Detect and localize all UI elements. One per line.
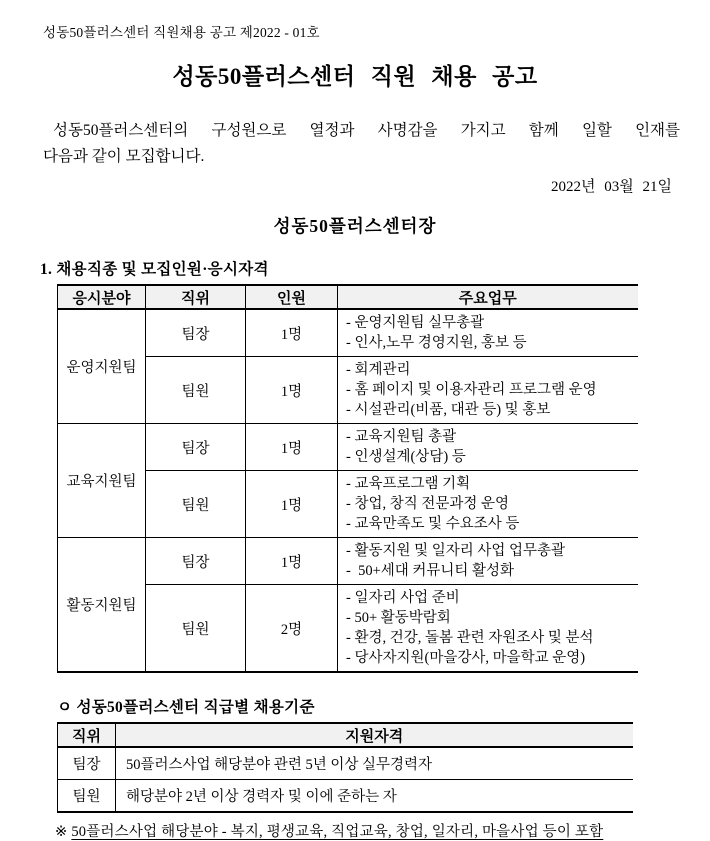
footnote-marker: ※ <box>55 824 68 840</box>
duty-line: - 인생설계(상담) 등 <box>346 449 466 465</box>
duty-line: - 활동지원 및 일자리 사업 업무총괄 <box>346 543 566 559</box>
section-2-heading: ㅇ 성동50플러스센터 직급별 채용기준 <box>57 699 315 716</box>
table-header-row <box>58 285 638 309</box>
qualification-cell: 50플러스사업 해당분야 관련 5년 이상 실무경력자 <box>116 747 633 780</box>
position-cell: 팀원 <box>146 471 246 538</box>
field-cell: 운영지원팀 <box>58 309 146 424</box>
duty-line: - 50+ 활동박람회 <box>346 610 451 626</box>
doc-number: 성동50플러스센터 직원채용 공고 제2022 - 01호 <box>43 25 320 40</box>
field-cell: 활동지원팀 <box>58 538 146 673</box>
duty-line: - 교육프로그램 기획 <box>346 476 471 492</box>
position-cell: 팀장 <box>146 538 246 585</box>
duty-line: - 회계관리 <box>346 362 411 378</box>
table-row <box>58 538 638 585</box>
table-row <box>58 424 638 471</box>
table-row <box>58 747 633 780</box>
duty-line: - 창업, 창직 전문과정 운영 <box>346 496 510 512</box>
table-row <box>58 309 638 357</box>
section-1-heading: 1. 채용직종 및 모집인원·응시자격 <box>40 261 269 278</box>
count-cell: 1명 <box>246 538 338 585</box>
duty-line: - 당사자지원(마을강사, 마을학교 운영) <box>346 650 586 666</box>
duty-line: - 교육만족도 및 수요조사 등 <box>346 516 520 532</box>
duty-line: - 일자리 사업 준비 <box>346 590 460 606</box>
count-cell: 2명 <box>246 585 338 673</box>
signature-line: 성동50플러스센터장 <box>273 216 437 236</box>
column-header-field: 응시분야 <box>58 285 146 309</box>
page-title: 성동50플러스센터 직원 채용 공고 <box>172 64 538 89</box>
table-row <box>58 780 633 813</box>
duties-cell <box>338 424 638 471</box>
column-header-position: 직위 <box>58 723 116 747</box>
intro-paragraph <box>43 118 680 170</box>
count-cell: 1명 <box>246 357 338 424</box>
intro-line-1: 성동50플러스센터의 구성원으로 열정과 사명감을 가지고 함께 일할 인재를 <box>53 122 680 139</box>
duties-cell <box>338 357 638 424</box>
column-header-duties: 주요업무 <box>338 285 638 309</box>
qualification-cell: 해당분야 2년 이상 경력자 및 이에 준하는 자 <box>116 780 633 813</box>
duty-line: - 교육지원팀 총괄 <box>346 429 457 445</box>
duty-line: - 인사,노무 경영지원, 홍보 등 <box>346 335 527 351</box>
duties-cell <box>338 471 638 538</box>
duties-cell <box>338 309 638 357</box>
column-header-count: 인원 <box>246 285 338 309</box>
position-cell: 팀원 <box>146 585 246 673</box>
duty-line: - 홈 페이지 및 이용자관리 프로그램 운영 <box>346 382 597 398</box>
column-header-position: 직위 <box>146 285 246 309</box>
duty-line: - 환경, 건강, 돌봄 관련 자원조사 및 분석 <box>346 630 594 646</box>
position-cell: 팀장 <box>58 747 116 780</box>
duty-line: - 50+세대 커뮤니티 활성화 <box>346 563 515 579</box>
announcement-date: 2022년 03월 21일 <box>551 179 672 195</box>
count-cell: 1명 <box>246 424 338 471</box>
duty-line: - 시설관리(비품, 대관 등) 및 홍보 <box>346 402 551 418</box>
duties-cell <box>338 585 638 673</box>
duty-line: - 운영지원팀 실무총괄 <box>346 315 485 331</box>
recruitment-table <box>57 284 638 673</box>
count-cell: 1명 <box>246 471 338 538</box>
column-header-qualification: 지원자격 <box>116 723 633 747</box>
table-header-row <box>58 723 633 747</box>
field-cell: 교육지원팀 <box>58 424 146 538</box>
footnote <box>55 820 710 841</box>
position-cell: 팀장 <box>146 309 246 357</box>
count-cell: 1명 <box>246 309 338 357</box>
intro-line-2: 다음과 같이 모집합니다. <box>43 148 205 165</box>
duties-cell <box>338 538 638 585</box>
criteria-table <box>57 722 633 813</box>
position-cell: 팀장 <box>146 424 246 471</box>
position-cell: 팀원 <box>146 357 246 424</box>
footnote-text: 50플러스사업 해당분야 - 복지, 평생교육, 직업교육, 창업, 일자리, 마을사업 등이 포함 <box>71 824 604 840</box>
position-cell: 팀원 <box>58 780 116 813</box>
